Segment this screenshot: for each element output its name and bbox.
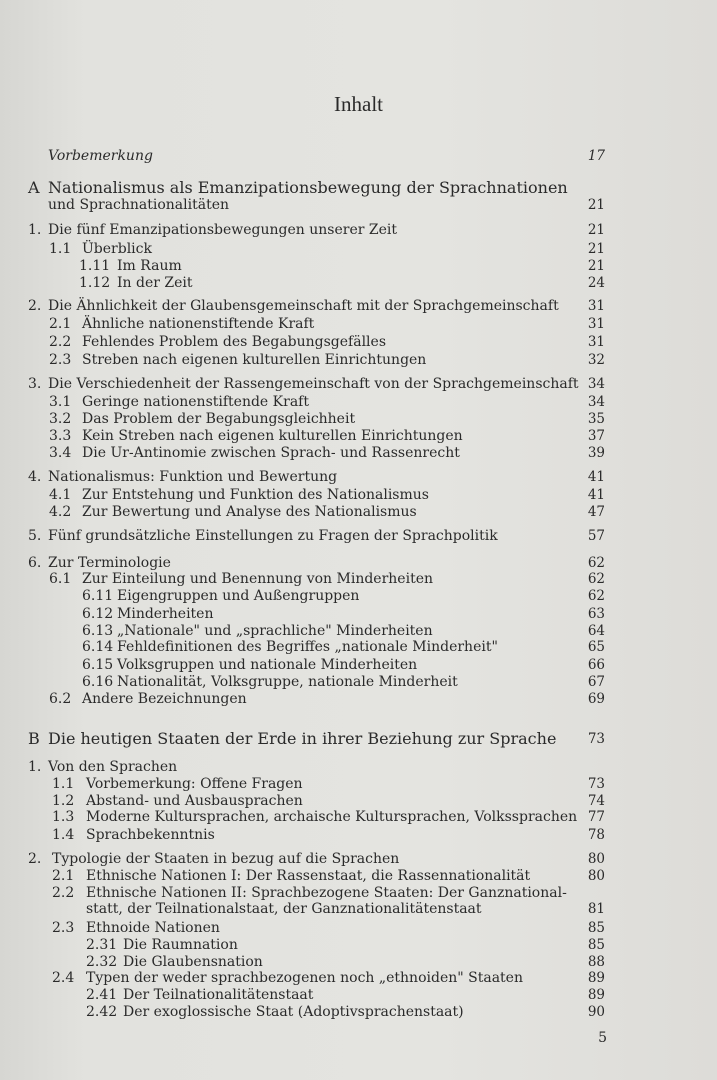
toc-entry-title: Eigengruppen und Außengruppen <box>117 588 360 604</box>
toc-entry <box>0 179 717 197</box>
toc-entry <box>0 427 717 445</box>
toc-entry-title: Fünf grundsätzliche Einstellungen zu Fragen der Sprachpolitik <box>48 528 498 544</box>
toc-entry <box>0 1003 717 1021</box>
toc-entry-number: 1.1 <box>52 776 75 792</box>
toc-entry-page: 81 <box>587 901 605 917</box>
toc-entry <box>0 936 717 954</box>
toc-entry-title: Die heutigen Staaten der Erde in ihrer Beziehung zur Sprache <box>48 729 557 748</box>
toc-entry-number: 2.4 <box>52 970 75 986</box>
toc-entry-page: 67 <box>587 674 605 690</box>
toc-entry-number: 4.1 <box>49 487 72 503</box>
toc-entry-number: 6.12 <box>82 606 114 622</box>
toc-entry <box>0 527 717 545</box>
toc-entry-number: 3.4 <box>49 445 72 461</box>
toc-entry-number: 6.13 <box>82 623 114 639</box>
toc-entry-page: 65 <box>587 639 605 655</box>
toc-entry <box>0 240 717 258</box>
toc-entry-page: 41 <box>587 487 605 503</box>
toc-entry-title: Die Ur-Antinomie zwischen Sprach- und Rassenrecht <box>82 445 460 461</box>
toc-entry-number: 1.3 <box>52 809 75 825</box>
toc-entry-page: 69 <box>587 691 605 707</box>
toc-entry <box>0 758 717 776</box>
toc-entry-page: 62 <box>587 588 605 604</box>
toc-entry <box>0 570 717 588</box>
toc-entry-number: 2.2 <box>49 334 72 350</box>
toc-entry-page: 73 <box>587 731 605 747</box>
toc-entry-page: 63 <box>587 606 605 622</box>
toc-entry-number: 3.3 <box>49 428 72 444</box>
toc-entry <box>0 297 717 315</box>
toc-entry-number: 1. <box>28 222 42 238</box>
toc-entry <box>0 656 717 674</box>
toc-entry <box>0 673 717 691</box>
toc-entry-page: 47 <box>587 504 605 520</box>
toc-entry-number: 1.4 <box>52 827 75 843</box>
toc-entry-title: Von den Sprachen <box>48 759 178 775</box>
toc-entry-page: 31 <box>587 316 605 332</box>
toc-entry-title: Ethnische Nationen II: Sprachbezogene Staaten: Der Ganznational- <box>86 885 567 901</box>
toc-entry-title: Im Raum <box>117 258 182 274</box>
toc-entry-title: Die Glaubensnation <box>123 954 263 970</box>
toc-entry-title: Minderheiten <box>117 606 214 622</box>
toc-entry-title: statt, der Teilnationalstaat, der Ganznationalitätenstaat <box>86 901 482 917</box>
toc-entry-title: Der Teilnationalitätenstaat <box>123 987 314 1003</box>
toc-entry-number: 1.2 <box>52 793 75 809</box>
toc-entry <box>0 690 717 708</box>
toc-entry <box>0 468 717 486</box>
toc-entry-number: 2.1 <box>52 868 75 884</box>
toc-entry-page: 77 <box>587 809 605 825</box>
toc-entry-page: 32 <box>587 352 605 368</box>
toc-entry-number: 6.16 <box>82 674 114 690</box>
toc-entry-page: 41 <box>587 469 605 485</box>
toc-entry <box>0 969 717 987</box>
toc-entry-page: 90 <box>587 1004 605 1020</box>
toc-entry-title: Streben nach eigenen kulturellen Einrichtungen <box>82 352 427 368</box>
toc-entry <box>0 919 717 937</box>
toc-entry <box>0 196 717 214</box>
toc-entry-page: 73 <box>587 776 605 792</box>
toc-entry <box>0 315 717 333</box>
toc-entry <box>0 730 717 748</box>
toc-entry-number: 2.2 <box>52 885 75 901</box>
toc-entry-page: 21 <box>587 197 605 213</box>
toc-entry <box>0 503 717 521</box>
toc-entry-page: 62 <box>587 555 605 571</box>
toc-entry-number: 2.1 <box>49 316 72 332</box>
toc-entry-title: Die Raumnation <box>123 937 238 953</box>
toc-entry-page: 21 <box>587 258 605 274</box>
toc-entry-page: 80 <box>587 851 605 867</box>
toc-entry-title: Nationalismus als Emanzipationsbewegung der Sprachnationen <box>48 178 568 197</box>
toc-entry-number: 4.2 <box>49 504 72 520</box>
toc-entry-number: 2.32 <box>86 954 118 970</box>
toc-entry <box>0 986 717 1004</box>
toc-entry-title: Sprachbekenntnis <box>86 827 215 843</box>
toc-entry-title: Moderne Kultursprachen, archaische Kultursprachen, Volkssprachen <box>86 809 578 825</box>
toc-entry-title: und Sprachnationalitäten <box>48 197 230 213</box>
toc-entry <box>0 638 717 656</box>
toc-entry-number: 2.41 <box>86 987 118 1003</box>
toc-entry-number: B <box>28 729 40 748</box>
toc-entry-page: 57 <box>587 528 605 544</box>
toc-entry <box>0 351 717 369</box>
toc-entry-title: Zur Einteilung und Benennung von Minderheiten <box>82 571 433 587</box>
toc-entry-page: 21 <box>587 241 605 257</box>
toc-entry-title: In der Zeit <box>117 275 193 291</box>
toc-entry-title: Die Ähnlichkeit der Glaubensgemeinschaft mit der Sprachgemeinschaft <box>48 298 559 314</box>
toc-entry <box>0 274 717 292</box>
toc-entry-number: 3.2 <box>49 411 72 427</box>
toc-entry-title: Abstand- und Ausbausprachen <box>86 793 303 809</box>
toc-entry-number: 2.42 <box>86 1004 118 1020</box>
toc-entry-number: 3.1 <box>49 394 72 410</box>
toc-entry-number: 1.12 <box>79 275 111 291</box>
toc-entry-title: Zur Entstehung und Funktion des Nationalismus <box>82 487 429 503</box>
toc-entry <box>0 375 717 393</box>
toc-entry-title: Kein Streben nach eigenen kulturellen Einrichtungen <box>82 428 463 444</box>
toc-entry <box>0 605 717 623</box>
toc-entry-title: Typologie der Staaten in bezug auf die Sprachen <box>52 851 400 867</box>
toc-entry-page: 31 <box>587 298 605 314</box>
toc-entry <box>0 410 717 428</box>
toc-entry-page: 89 <box>587 987 605 1003</box>
toc-entry-page: 66 <box>587 657 605 673</box>
toc-entry-title: Ethnische Nationen I: Der Rassenstaat, die Rassennationalität <box>86 868 531 884</box>
toc-entry-page: 74 <box>587 793 605 809</box>
toc-entry <box>0 808 717 826</box>
toc-entry-title: Die Verschiedenheit der Rassengemeinschaft von der Sprachgemeinschaft <box>48 376 579 392</box>
toc-entry-number: 6.11 <box>82 588 114 604</box>
toc-entry-number: 6.1 <box>49 571 72 587</box>
toc-entry <box>0 775 717 793</box>
toc-entry-title: Geringe nationenstiftende Kraft <box>82 394 309 410</box>
toc-entry <box>0 826 717 844</box>
toc-entry-page: 89 <box>587 970 605 986</box>
toc-entry <box>0 587 717 605</box>
toc-entry-title: Zur Bewertung und Analyse des Nationalismus <box>82 504 417 520</box>
toc-entry-number: 2.31 <box>86 937 118 953</box>
toc-entry <box>0 444 717 462</box>
toc-entry <box>0 850 717 868</box>
toc-entry-number: A <box>28 178 40 197</box>
toc-entry-title: Nationalität, Volksgruppe, nationale Minderheit <box>117 674 458 690</box>
toc-entry-page: 39 <box>587 445 605 461</box>
toc-entry-page: 24 <box>587 275 605 291</box>
toc-entry-title: Ähnliche nationenstiftende Kraft <box>82 316 315 332</box>
toc-entry-title: Zur Terminologie <box>48 555 171 571</box>
toc-entry-page: 31 <box>587 334 605 350</box>
toc-entry-number: 6. <box>28 555 42 571</box>
toc-entry-page: 17 <box>587 148 605 164</box>
toc-entry-page: 85 <box>587 937 605 953</box>
toc-entry-number: 6.14 <box>82 639 114 655</box>
toc-entry-number: 1. <box>28 759 42 775</box>
toc-entry-number: 6.2 <box>49 691 72 707</box>
toc-entry-title: Fehlendes Problem des Begabungsgefälles <box>82 334 387 350</box>
toc-entry-page: 88 <box>587 954 605 970</box>
toc-entry-title: Volksgruppen und nationale Minderheiten <box>117 657 418 673</box>
toc-entry-title: Überblick <box>82 241 152 257</box>
toc-entry-page: 21 <box>587 222 605 238</box>
toc-entry-title: Ethnoide Nationen <box>86 920 220 936</box>
toc-entry-number: 2.3 <box>52 920 75 936</box>
toc-entry <box>0 257 717 275</box>
page-title: Inhalt <box>334 92 383 116</box>
toc-entry-number: 1.11 <box>79 258 111 274</box>
toc-entry-number: 5. <box>28 528 42 544</box>
toc-entry-page: 85 <box>587 920 605 936</box>
toc-entry-page: 80 <box>587 868 605 884</box>
toc-entry-page: 62 <box>587 571 605 587</box>
toc-entry-title: Typen der weder sprachbezogenen noch „ethnoiden" Staaten <box>86 970 523 986</box>
toc-entry-page: 64 <box>587 623 605 639</box>
toc-entry-title: Nationalismus: Funktion und Bewertung <box>48 469 338 485</box>
toc-entry-title: Fehldefinitionen des Begriffes „nationale Minderheit" <box>117 639 498 655</box>
toc-entry-number: 2.3 <box>49 352 72 368</box>
toc-entry <box>0 486 717 504</box>
toc-entry-number: 1.1 <box>49 241 72 257</box>
toc-entry-page: 37 <box>587 428 605 444</box>
toc-entry-number: 2. <box>28 851 42 867</box>
toc-entry-page: 34 <box>587 376 605 392</box>
toc-entry-title: „Nationale" und „sprachliche" Minderheiten <box>117 623 433 639</box>
toc-entry-number: 4. <box>28 469 42 485</box>
toc-entry <box>0 900 717 918</box>
toc-entry-title: Andere Bezeichnungen <box>82 691 247 707</box>
toc-entry-number: 2. <box>28 298 42 314</box>
toc-entry <box>0 393 717 411</box>
toc-entry <box>0 147 717 165</box>
toc-entry-title: Vorbemerkung <box>48 148 153 164</box>
toc-entry-number: 6.15 <box>82 657 114 673</box>
toc-entry-title: Der exoglossische Staat (Adoptivsprachenstaat) <box>123 1004 464 1020</box>
toc-entry <box>0 221 717 239</box>
toc-entry-title: Das Problem der Begabungsgleichheit <box>82 411 356 427</box>
toc-entry-page: 35 <box>587 411 605 427</box>
toc-entry-title: Die fünf Emanzipationsbewegungen unserer Zeit <box>48 222 398 238</box>
toc-entry-title: Vorbemerkung: Offene Fragen <box>86 776 303 792</box>
toc-entry <box>0 867 717 885</box>
page-number: 5 <box>598 1030 607 1046</box>
toc-entry-page: 34 <box>587 394 605 410</box>
toc-entry-number: 3. <box>28 376 42 392</box>
toc-entry <box>0 333 717 351</box>
toc-entry-page: 78 <box>587 827 605 843</box>
